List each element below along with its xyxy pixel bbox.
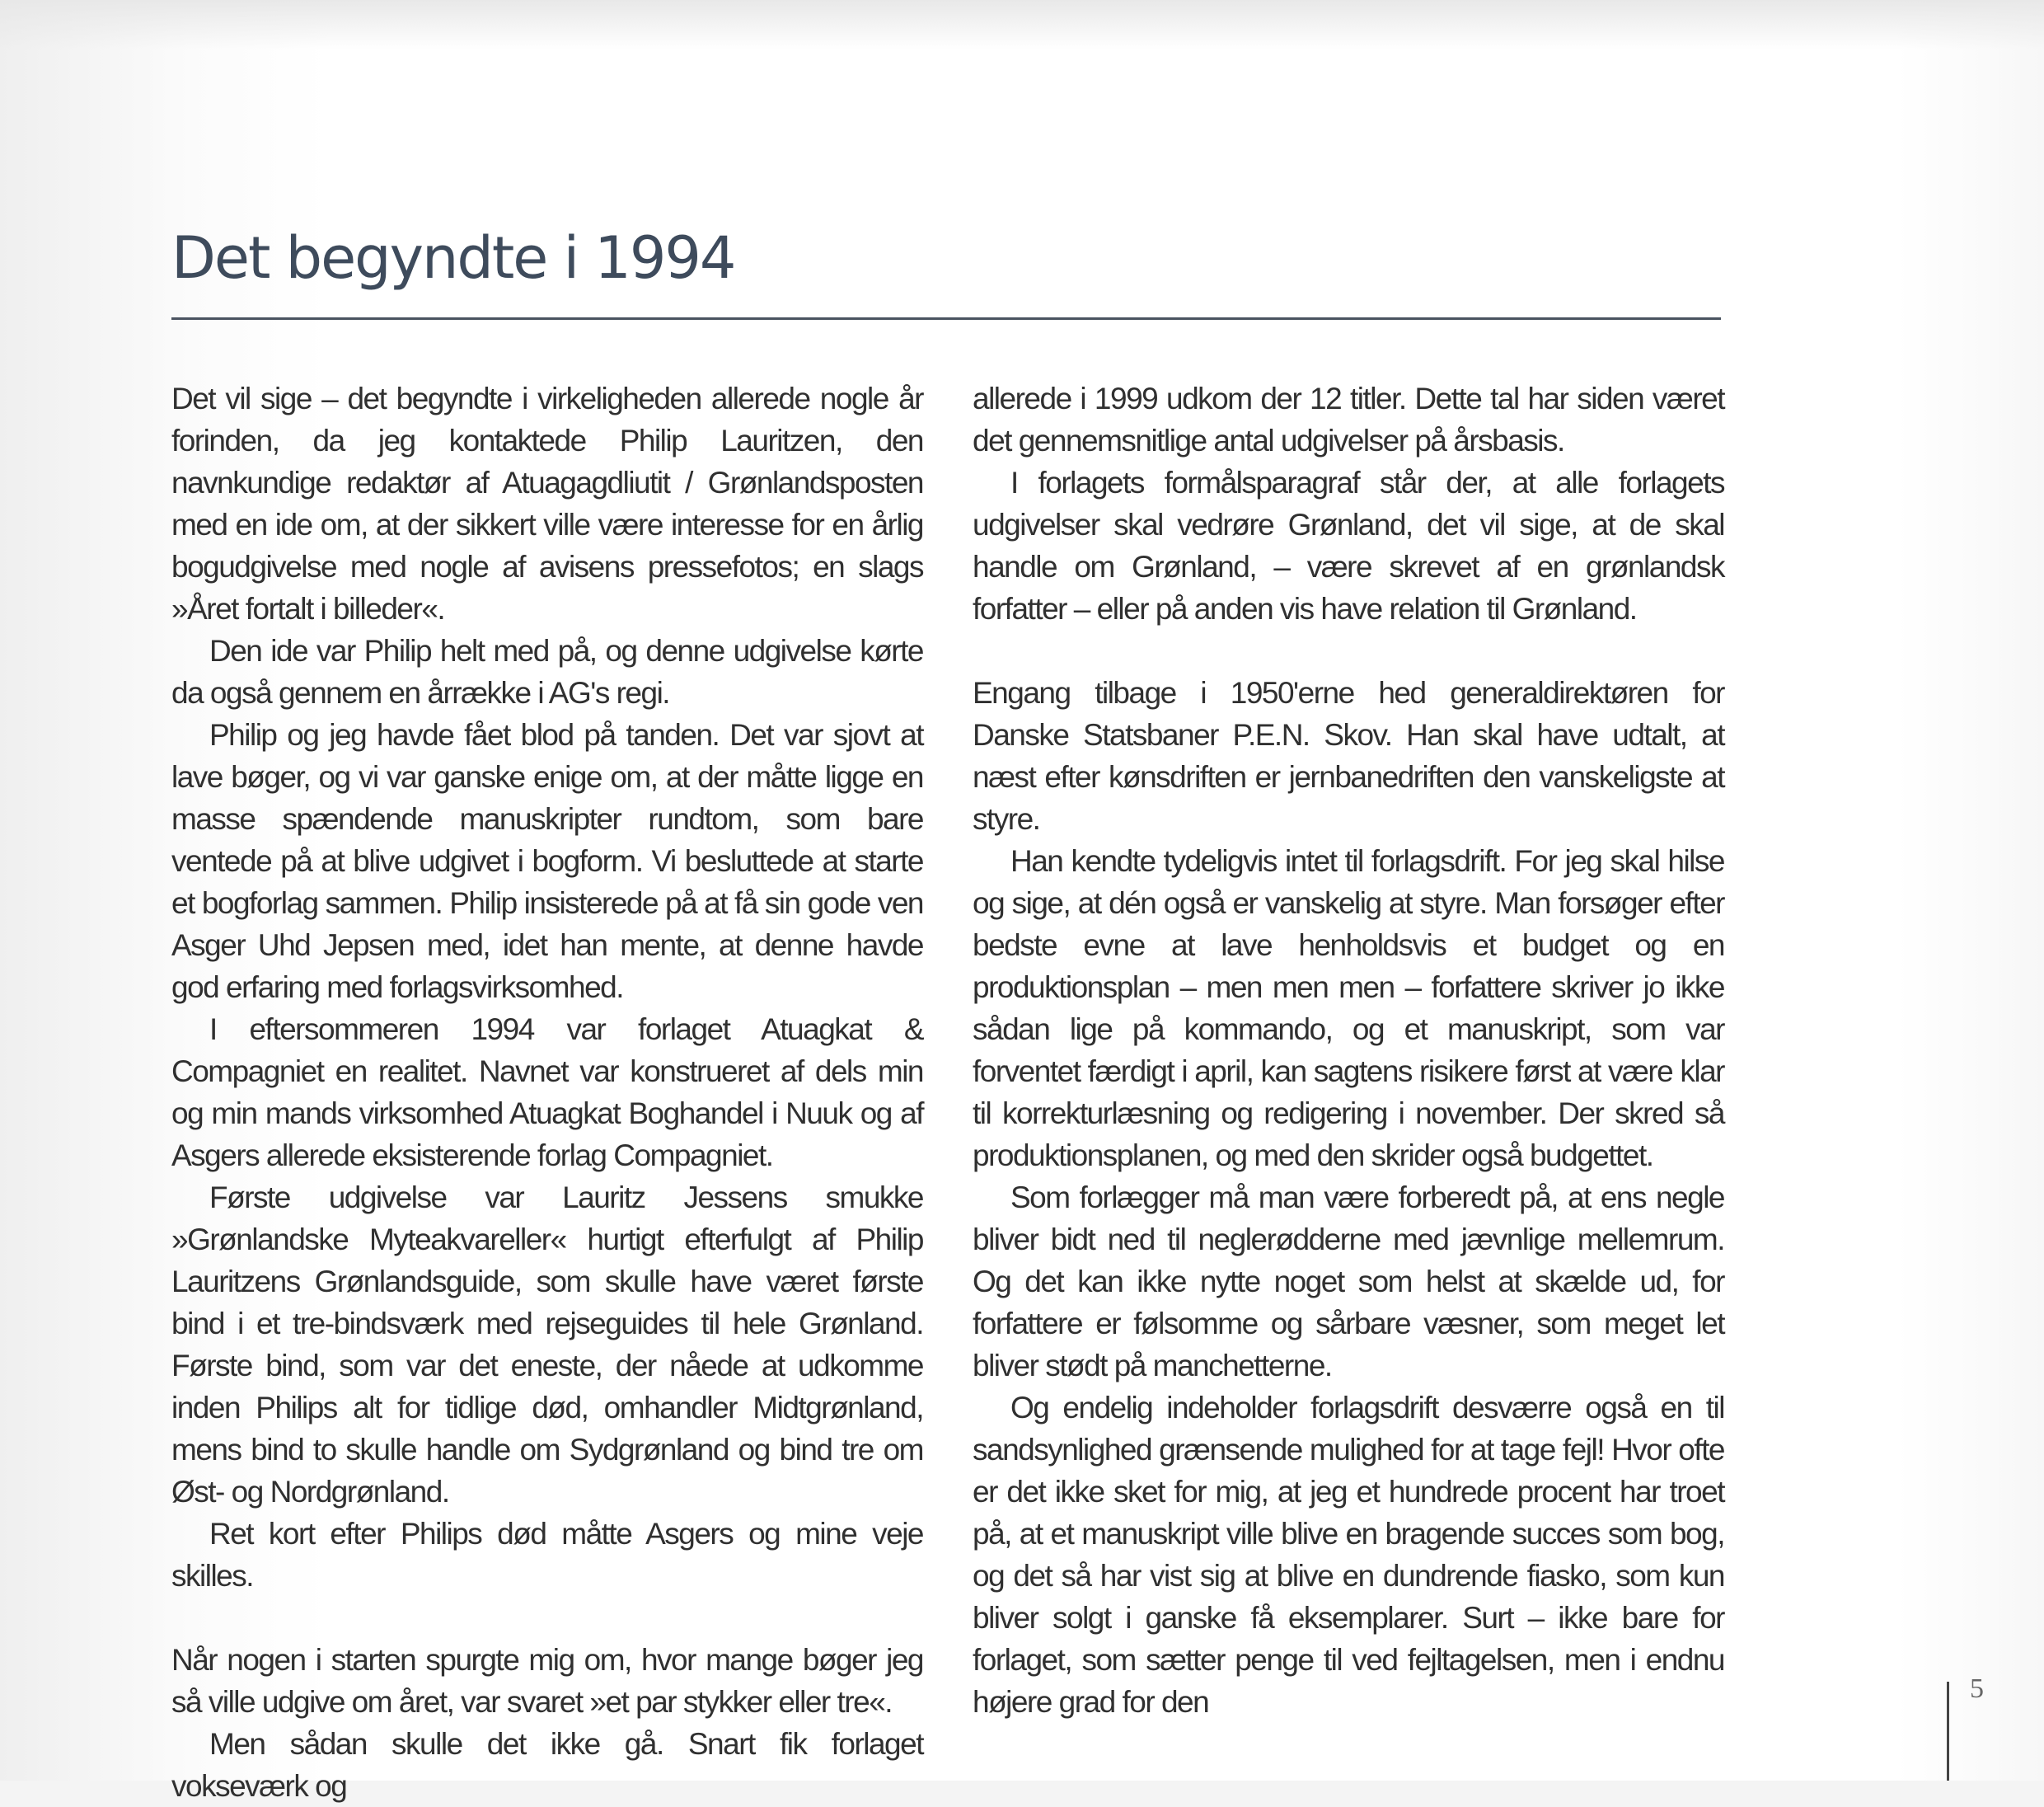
paragraph: Når nogen i starten spurgte mig om, hvor mange bøger jeg så ville udgive om året, var svaret »et par stykker eller tre«. <box>171 1643 923 1719</box>
page-edge-shadow <box>0 0 2044 49</box>
page-number-divider <box>1947 1682 1949 1781</box>
paragraph: Den ide var Philip helt med på, og denne udgivelse kørte da også gennem en årrække i AG's regi. <box>171 634 923 710</box>
paragraph: Som forlægger må man være forberedt på, at ens negle bliver bidt ned til neglerødderne med jævnlige mellemrum. Og det kan ikke nytte noget som helst at skælde ud, for forfattere er følsomme og sårbare væsner, som meget let bliver stødt på manchetterne. <box>973 1180 1724 1382</box>
left-text-column <box>171 378 923 1807</box>
paragraph: Han kendte tydeligvis intet til forlagsdrift. For jeg skal hilse og sige, at dén også er vanskelig at styre. Man forsøger efter bedste evne at lave henholdsvis et budget og en produktionsplan – men men men – forfattere skriver jo ikke sådan lige på kommando, og et manuskript, som var forventet færdigt i april, kan sagtens risikere først at være klar til korrekturlæsning og redigering i november. Der skred så produktionsplanen, og med den skrider også budgettet. <box>973 844 1724 1172</box>
paragraph: I eftersommeren 1994 var forlaget Atuagkat & Compagniet en realitet. Navnet var konstrueret af dels min og min mands virksomhed Atuagkat Boghandel i Nuuk og af Asgers allerede eksisterende forlag Compagniet. <box>171 1012 923 1172</box>
right-text-column <box>973 378 1724 1723</box>
paragraph: Philip og jeg havde fået blod på tanden. Det var sjovt at lave bøger, og vi var ganske enige om, at der måtte ligge en masse spændende manuskripter rundtom, som bare ventede på at blive udgivet i bogform. Vi besluttede at starte et bogforlag sammen. Philip insisterede på at få sin gode ven Asger Uhd Jepsen med, idet han mente, at denne havde god erfaring med forlagsvirksomhed. <box>171 718 923 1004</box>
paragraph: Det vil sige – det begyndte i virkeligheden allerede nogle år forinden, da jeg kontaktede Philip Lauritzen, den navnkundige redaktør af Atuagagdliutit / Grønlandsposten med en ide om, at der sikkert ville være interesse for en årlig bogudgivelse med nogle af avisens pressefotos; en slags »Året fortalt i billeder«. <box>171 382 923 626</box>
paragraph: Ret kort efter Philips død måtte Asgers og mine veje skilles. <box>171 1517 923 1593</box>
paragraph: Men sådan skulle det ikke gå. Snart fik forlaget vokseværk og <box>171 1727 923 1803</box>
paragraph: allerede i 1999 udkom der 12 titler. Dette tal har siden været det gennemsnitlige antal udgivelser på årsbasis. <box>973 382 1724 458</box>
paragraph: Og endelig indeholder forlagsdrift desværre også en til sandsynlighed grænsende mulighed for at tage fejl! Hvor ofte er det ikke sket for mig, at jeg et hundrede procent har troet på, at et manuskript ville blive en bragende succes som bog, og det så har vist sig at blive en dundrende fiasko, som kun bliver solgt i ganske få eksemplarer. Surt – ikke bare for forlaget, som sætter penge til ved fejltagelsen, men i endnu højere grad for den <box>973 1391 1724 1719</box>
page-number: 5 <box>1970 1673 1984 1704</box>
paragraph: Engang tilbage i 1950'erne hed generaldirektøren for Danske Statsbaner P.E.N. Skov. Han skal have udtalt, at næst efter kønsdriften er jernbanedriften den vanskeligste at styre. <box>973 676 1724 836</box>
title-divider <box>171 317 1721 320</box>
page-title: Det begyndte i 1994 <box>171 224 735 292</box>
paragraph: Første udgivelse var Lauritz Jessens smukke »Grønlandske Myteakvareller« hurtigt efterfulgt af Philip Lauritzens Grønlandsguide, som skulle have været første bind i et tre-bindsværk med rejseguides til hele Grønland. Første bind, som var det eneste, der nåede at udkomme inden Philips alt for tidlige død, omhandler Midtgrønland, mens bind to skulle handle om Sydgrønland og bind tre om Øst- og Nordgrønland. <box>171 1180 923 1509</box>
paragraph: I forlagets formålsparagraf står der, at alle forlagets udgivelser skal vedrøre Grønland, det vil sige, at de skal handle om Grønland, – være skrevet af en grønlandsk forfatter – eller på anden vis have relation til Grønland. <box>973 466 1724 626</box>
